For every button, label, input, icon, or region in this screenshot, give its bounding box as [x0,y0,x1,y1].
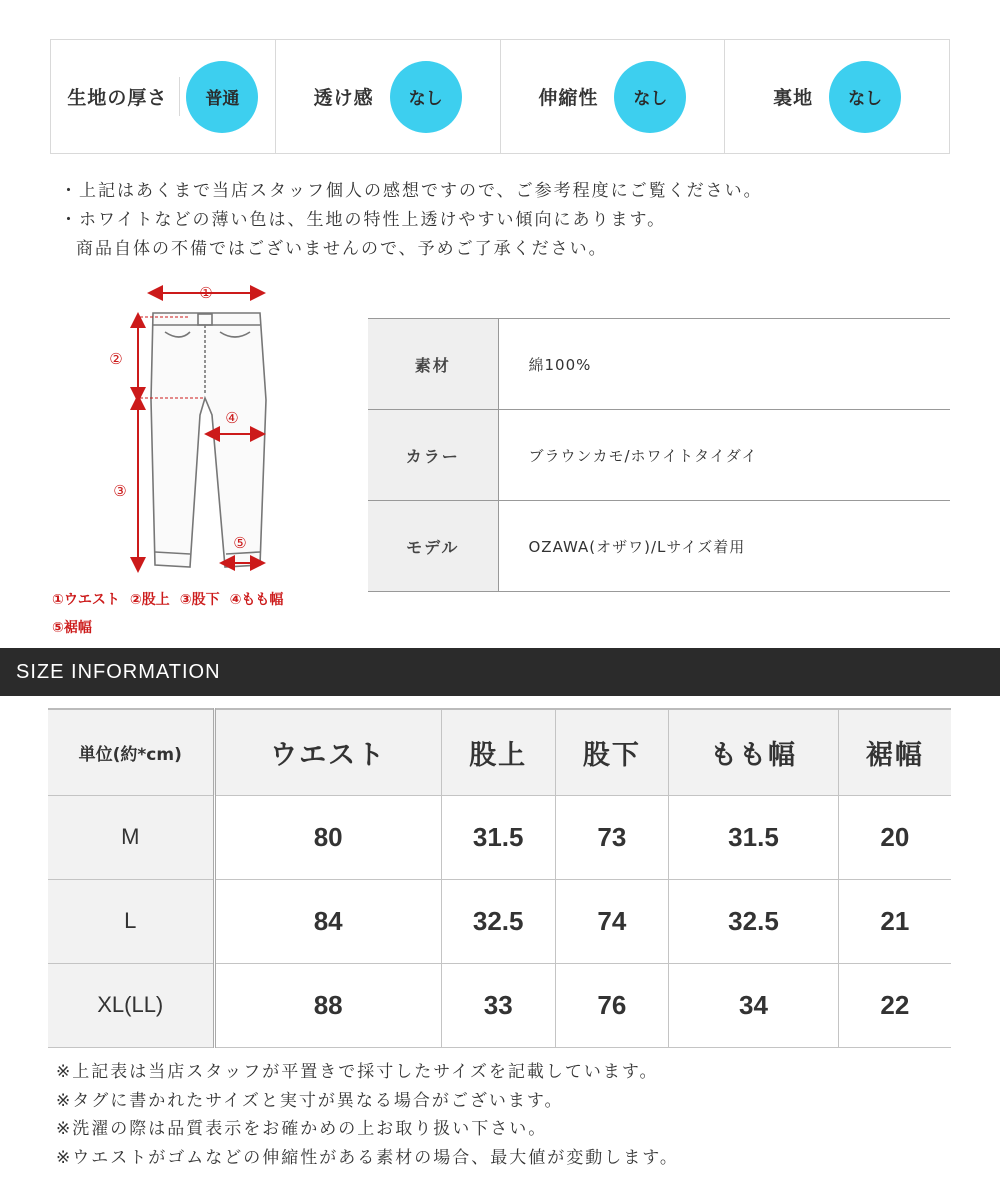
size-table [48,708,951,1048]
note-line: ・上記はあくまで当店スタッフ個人の感想ですので、ご参考程度にご覧ください。 [60,181,763,201]
table-cell: 32.5 [441,879,555,963]
size-footnotes [56,1058,679,1172]
attr-label: 生地の厚さ [67,77,180,116]
legend-item: ②股上 [129,592,170,608]
note-line: 商品自体の不備ではございませんので、予めご了承ください。 [76,239,608,259]
attr-label: 裏地 [773,87,814,109]
footnote-line: ※洗濯の際は品質表示をお確かめの上お取り扱い下さい。 [56,1119,548,1139]
column-header: もも幅 [669,709,839,795]
legend-item: ④もも幅 [229,592,284,608]
fabric-attributes [50,39,950,154]
marker-hem: ⑤ [233,534,247,552]
product-spec-table [368,318,950,592]
attr-thickness [51,40,276,153]
table-cell: 20 [838,795,951,879]
fabric-notes [60,177,763,264]
table-cell: 84 [214,879,441,963]
table-cell: 31.5 [441,795,555,879]
spec-key: 素材 [368,319,498,410]
spec-row [368,410,950,501]
attr-value-badge: なし [614,61,686,133]
attr-value-badge: なし [390,61,462,133]
spec-key: カラー [368,410,498,501]
table-cell: 73 [555,795,669,879]
size-label: L [48,879,214,963]
attr-stretch [501,40,726,153]
table-row [48,795,951,879]
legend-item: ③股下 [179,592,220,608]
table-cell: 21 [838,879,951,963]
attr-value-badge: なし [829,61,901,133]
table-row [48,963,951,1047]
spec-key: モデル [368,501,498,592]
spec-value: ブラウンカモ/ホワイトタイダイ [528,446,758,465]
table-cell: 22 [838,963,951,1047]
footnote-line: ※タグに書かれたサイズと実寸が異なる場合がございます。 [56,1090,564,1111]
column-header: ウエスト [214,709,441,795]
size-header-row [48,709,951,795]
footnote-line: ※ウエストがゴムなどの伸縮性がある素材の場合、最大値が変動します。 [56,1147,679,1168]
marker-inseam: ③ [113,482,127,500]
spec-value: 綿100% [528,355,592,374]
table-cell: 34 [669,963,839,1047]
diagram-legend [52,586,352,642]
size-label: M [48,795,214,879]
attr-value-badge: 普通 [186,61,258,133]
attr-label: 伸縮性 [538,87,599,109]
column-header: 股下 [555,709,669,795]
spec-row [368,319,950,410]
table-cell: 74 [555,879,669,963]
footnote-line: ※上記表は当店スタッフが平置きで採寸したサイズを記載しています。 [56,1062,659,1082]
legend-item: ①ウエスト [52,592,120,608]
column-header: 裾幅 [838,709,951,795]
attr-transparency [276,40,501,153]
size-label: XL(LL) [48,963,214,1047]
note-line: ・ホワイトなどの薄い色は、生地の特性上透けやすい傾向にあります。 [60,210,667,230]
attr-label: 透け感 [313,87,374,109]
pants-outline [151,313,266,567]
marker-rise: ② [109,350,123,368]
marker-waist: ① [199,284,213,302]
attr-lining [725,40,949,153]
spec-value: OZAWA(オザワ)/Lサイズ着用 [528,537,746,556]
table-cell: 31.5 [669,795,839,879]
section-title-band: SIZE INFORMATION [0,648,1000,696]
table-cell: 32.5 [669,879,839,963]
table-row [48,879,951,963]
marker-thigh: ④ [225,409,239,427]
table-cell: 76 [555,963,669,1047]
unit-header: 単位(約*cm) [48,709,214,795]
table-cell: 33 [441,963,555,1047]
spec-row [368,501,950,592]
table-cell: 88 [214,963,441,1047]
legend-item: ⑤裾幅 [52,620,92,636]
table-cell: 80 [214,795,441,879]
column-header: 股上 [441,709,555,795]
